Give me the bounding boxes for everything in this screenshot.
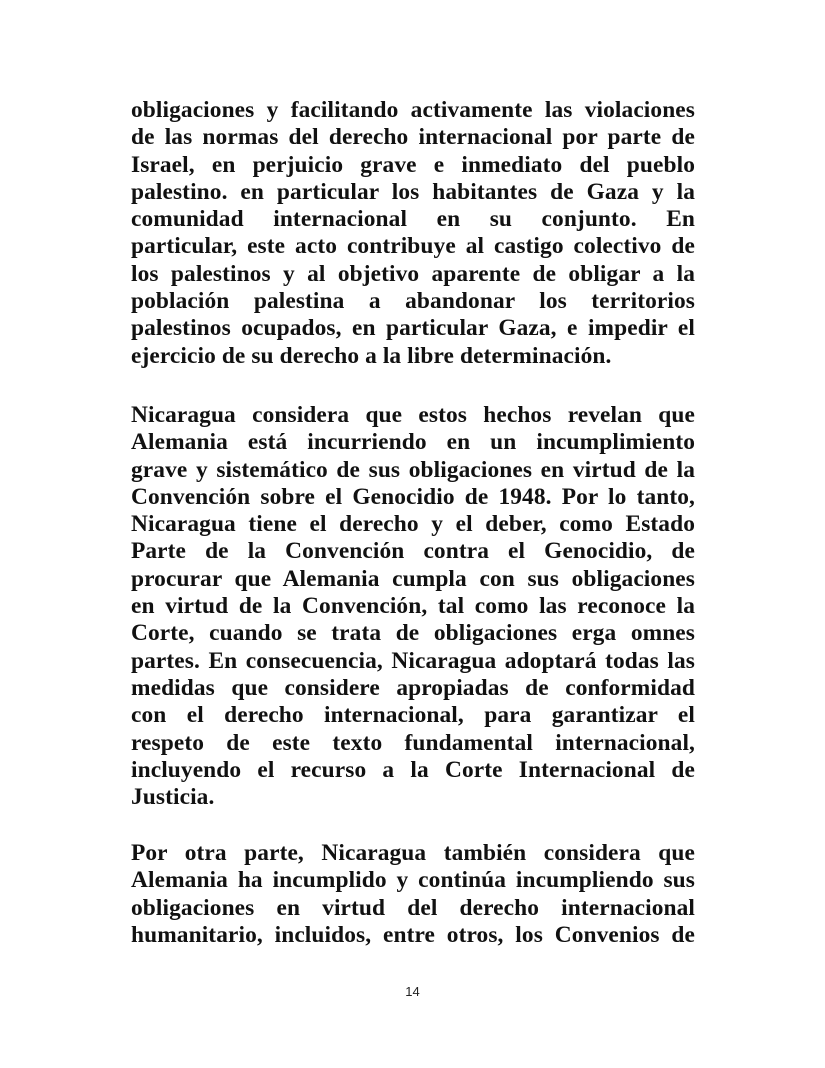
paragraph-1 [131,97,695,370]
page-number: 14 [405,984,420,999]
text-line: incluyendo el recurso a la Corte Internacional de [131,756,695,783]
text-line: Por otra parte, Nicaragua también considera que [131,840,695,866]
text-line: Nicaragua considera que estos hechos revelan que [131,402,695,428]
text-line: con el derecho internacional, para garantizar el [131,702,695,729]
text-line: población palestina a abandonar los territorios [131,288,695,315]
text-line: Parte de la Convención contra el Genocidio, de [131,538,695,565]
text-line: obligaciones en virtud del derecho internacional [131,894,695,921]
text-line: Israel, en perjuicio grave e inmediato del pueblo [131,151,695,178]
text-line: ejercicio de su derecho a la libre determinación. [131,342,612,369]
text-line: procurar que Alemania cumpla con sus obligaciones [131,565,695,592]
paragraph-2 [131,402,695,811]
text-line: Alemania ha incumplido y continúa incumpliendo sus [131,867,695,894]
text-line: medidas que considere apropiadas de conformidad [131,674,695,701]
text-line: respeto de este texto fundamental internacional, [131,729,695,756]
text-line: los palestinos y al objetivo aparente de obligar a la [131,260,695,287]
text-line: particular, este acto contribuye al castigo colectivo de [131,233,695,260]
text-line: obligaciones y facilitando activamente las violaciones [131,97,695,123]
text-line: partes. En consecuencia, Nicaragua adoptará todas las [131,647,695,674]
text-line: comunidad internacional en su conjunto. En [131,206,695,233]
text-line: de las normas del derecho internacional por parte de [131,124,695,151]
text-line: grave y sistemático de sus obligaciones en virtud de la [131,456,695,483]
text-line: Convención sobre el Genocidio de 1948. Por lo tanto, [131,483,695,510]
text-line: palestinos ocupados, en particular Gaza, e impedir el [131,315,695,342]
text-line: Justicia. [131,784,215,811]
text-line: palestino. en particular los habitantes de Gaza y la [131,178,695,205]
text-line: Alemania está incurriendo en un incumplimiento [131,429,695,456]
paragraph-3 [131,840,695,949]
text-line: Corte, cuando se trata de obligaciones erga omnes [131,620,695,647]
text-line: Nicaragua tiene el derecho y el deber, como Estado [131,511,695,538]
text-line: en virtud de la Convención, tal como las reconoce la [131,593,695,620]
text-line: humanitario, incluidos, entre otros, los Convenios de [131,921,695,948]
